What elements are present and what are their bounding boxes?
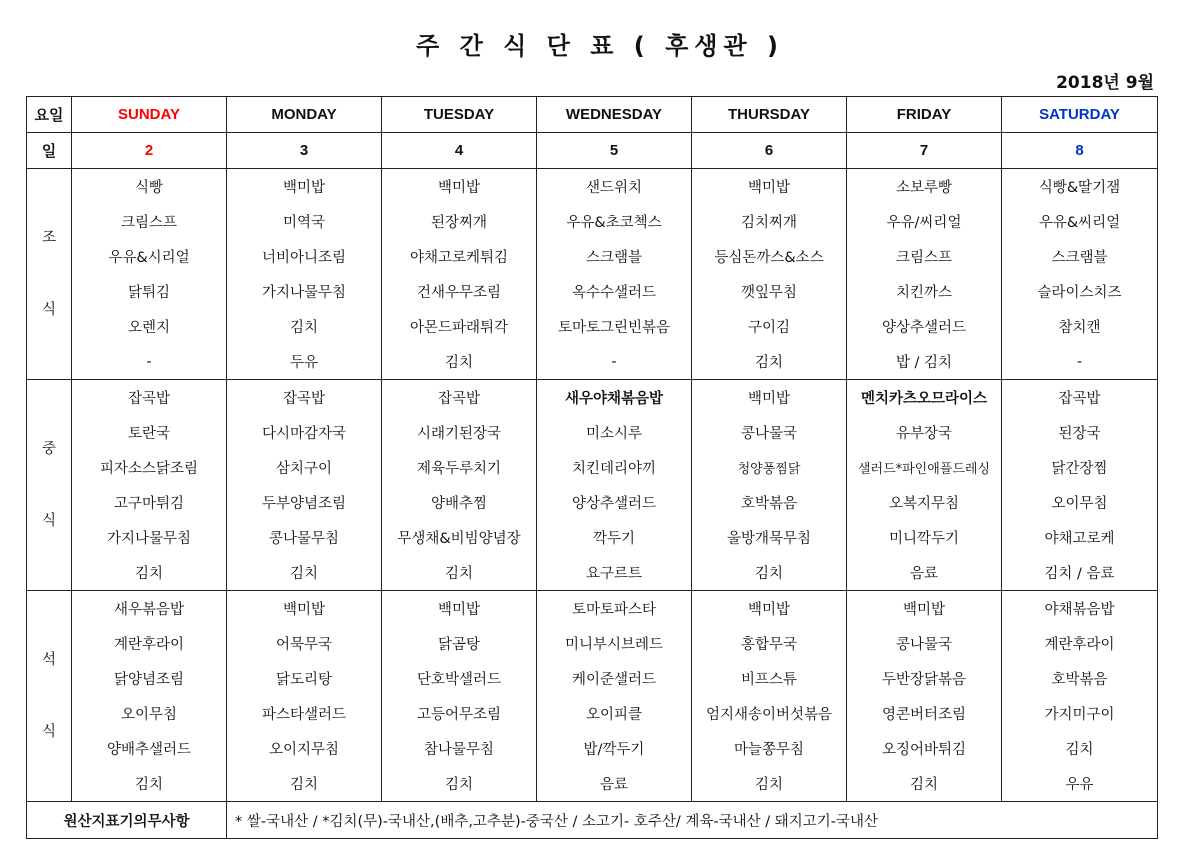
menu-item-breakfast-thursday [692,274,847,309]
origin-notice-text: * 쌀-국내산 / *김치(무)-국내산,(배추,고추분)-중국산 / 소고기- 호주산/ 계육-국내산 / 돼지고기-국내산 [227,802,1158,839]
menu-item-lunch-thursday [692,450,847,485]
menu-item-lunch-friday [847,555,1002,591]
menu-item-text: 등심돈까스&소스 [714,250,824,266]
menu-item-dinner-monday [227,661,382,696]
menu-item-breakfast-thursday [692,344,847,380]
menu-item-text: 가지나물무침 [106,531,192,547]
menu-item-text: 야채고로케 [1044,531,1115,547]
menu-item-text: 옥수수샐러드 [571,285,657,301]
menu-item-breakfast-saturday [1002,204,1158,239]
menu-item-lunch-thursday [692,415,847,450]
menu-item-text: 음료 [599,777,628,793]
menu-item-text: 백미밥 [437,180,481,196]
menu-item-text: 어묵무국 [275,637,333,653]
menu-item-breakfast-wednesday [537,169,692,205]
menu-item-breakfast-wednesday [537,309,692,344]
menu-item-text: 닭도리탕 [275,672,333,688]
menu-item-lunch-wednesday [537,555,692,591]
menu-item-breakfast-tuesday [382,274,537,309]
breakfast-row [27,309,1158,344]
date-row [27,133,1158,169]
menu-item-text: 건새우무조림 [416,285,502,301]
menu-item-text: 잡곡밥 [127,391,171,407]
menu-item-text: 우유&초코첵스 [566,215,662,231]
day-tuesday: TUESDAY [382,97,537,133]
menu-item-lunch-sunday [72,450,227,485]
menu-item-lunch-friday [847,520,1002,555]
menu-item-lunch-friday [847,485,1002,520]
menu-item-breakfast-friday [847,204,1002,239]
date-tuesday: 4 [382,133,537,169]
menu-item-breakfast-thursday [692,169,847,205]
menu-item-lunch-saturday [1002,450,1158,485]
menu-item-dinner-tuesday [382,696,537,731]
menu-item-text: 김치 [134,566,163,582]
menu-item-text: 음료 [909,566,938,582]
menu-item-lunch-tuesday [382,485,537,520]
menu-item-text: 닭양념조림 [113,672,185,688]
menu-item-text: 김치 / 음료 [1044,566,1115,582]
menu-item-dinner-tuesday [382,661,537,696]
menu-item-text: 백미밥 [282,180,326,196]
menu-item-dinner-thursday [692,661,847,696]
menu-item-text: 영콘버터조림 [881,707,967,723]
date-thursday: 6 [692,133,847,169]
menu-item-text: 백미밥 [282,602,326,618]
menu-item-text: 가지나물무침 [261,285,347,301]
menu-item-dinner-sunday [72,626,227,661]
lunch-row [27,415,1158,450]
menu-item-dinner-monday [227,731,382,766]
day-thursday: THURSDAY [692,97,847,133]
menu-item-text: 청양풍찜닭 [737,462,801,477]
menu-item-breakfast-wednesday [537,274,692,309]
menu-item-text: 우유 [1065,777,1094,793]
menu-item-text: 토란국 [127,426,171,442]
menu-item-dinner-friday [847,626,1002,661]
menu-item-dinner-wednesday [537,626,692,661]
menu-item-text: 피자소스닭조림 [99,461,199,477]
menu-item-text: 샌드위치 [585,180,643,196]
menu-item-lunch-monday [227,520,382,555]
date-header-label: 일 [27,133,72,169]
menu-item-lunch-monday [227,415,382,450]
menu-item-text: 김치 [754,566,783,582]
lunch-row [27,380,1158,416]
origin-notice-label: 원산지표기의무사항 [27,802,227,839]
menu-item-lunch-sunday [72,415,227,450]
menu-item-lunch-saturday [1002,520,1158,555]
menu-item-breakfast-monday [227,274,382,309]
menu-item-breakfast-saturday [1002,239,1158,274]
menu-item-text: 오이피클 [585,707,643,723]
menu-item-text: 김치 [289,777,318,793]
menu-item-lunch-monday [227,555,382,591]
menu-item-lunch-friday [847,415,1002,450]
menu-item-lunch-sunday [72,485,227,520]
menu-item-text: 소보루빵 [895,180,953,196]
menu-item-lunch-monday [227,450,382,485]
menu-item-dinner-monday [227,766,382,802]
menu-item-lunch-tuesday [382,450,537,485]
menu-item-text: 미니부시브레드 [564,637,664,653]
menu-item-text: 김치 [444,355,473,371]
menu-item-lunch-friday [847,450,1002,485]
menu-item-text: 백미밥 [437,602,481,618]
menu-item-breakfast-monday [227,169,382,205]
date-sunday: 2 [72,133,227,169]
menu-item-dinner-saturday [1002,696,1158,731]
menu-item-text: 오이무침 [1051,496,1108,512]
menu-item-dinner-thursday [692,731,847,766]
menu-item-lunch-thursday [692,485,847,520]
menu-item-text: 오렌지 [127,320,171,336]
menu-item-breakfast-tuesday [382,309,537,344]
menu-item-dinner-tuesday [382,731,537,766]
menu-item-breakfast-sunday [72,169,227,205]
menu-item-text: 고등어무조림 [416,707,502,723]
menu-item-text: 밥 / 김치 [895,355,953,371]
menu-item-lunch-wednesday [537,380,692,416]
date-monday: 3 [227,133,382,169]
menu-item-text: 양배추찜 [430,496,488,512]
menu-item-lunch-tuesday [382,555,537,591]
menu-item-text: 콩나물국 [740,426,798,442]
menu-item-breakfast-thursday [692,309,847,344]
menu-item-text: 백미밥 [747,180,791,196]
day-monday: MONDAY [227,97,382,133]
weekly-menu-table [26,96,1158,839]
menu-item-dinner-wednesday [537,661,692,696]
menu-item-dinner-friday [847,661,1002,696]
menu-item-dinner-monday [227,696,382,731]
menu-item-dinner-monday [227,626,382,661]
menu-item-lunch-saturday [1002,485,1158,520]
menu-item-text: 콩나물국 [895,637,953,653]
menu-item-breakfast-tuesday [382,239,537,274]
menu-item-text: 마늘쫑무침 [733,742,805,758]
date-saturday: 8 [1002,133,1158,169]
menu-item-text: 계란후라이 [113,637,185,653]
menu-item-dinner-wednesday [537,696,692,731]
menu-item-text: 삼치구이 [275,461,333,477]
lunch-row [27,555,1158,591]
menu-item-text: 케이준샐러드 [571,672,657,688]
menu-item-breakfast-friday [847,344,1002,380]
menu-item-text: 울방개묵무침 [726,531,812,547]
menu-item-breakfast-sunday [72,274,227,309]
menu-item-dinner-monday [227,591,382,627]
menu-item-text: 된장국 [1058,426,1101,442]
menu-item-text: 치킨까스 [895,285,953,301]
menu-item-text: 가지미구이 [1044,707,1115,723]
menu-item-dinner-thursday [692,626,847,661]
menu-item-lunch-tuesday [382,380,537,416]
date-wednesday: 5 [537,133,692,169]
menu-item-dinner-sunday [72,591,227,627]
menu-item-dinner-saturday [1002,626,1158,661]
menu-item-text: 유부장국 [895,426,953,442]
menu-item-text: 잡곡밥 [437,391,481,407]
menu-item-text: 토마토그린빈볶음 [557,320,671,336]
menu-item-lunch-monday [227,485,382,520]
menu-item-text: 다시마감자국 [261,426,347,442]
menu-item-text: 두부양념조림 [261,496,347,512]
menu-item-breakfast-saturday [1002,309,1158,344]
menu-item-breakfast-saturday [1002,274,1158,309]
menu-item-text: - [1076,353,1083,370]
menu-item-text: 백미밥 [747,602,791,618]
menu-item-lunch-sunday [72,380,227,416]
menu-item-breakfast-monday [227,239,382,274]
menu-item-text: 야채고로케튀김 [409,250,509,266]
menu-item-lunch-wednesday [537,450,692,485]
menu-item-text: 새우야채볶음밥 [564,391,664,407]
menu-item-lunch-sunday [72,520,227,555]
page-title: 주 간 식 단 표 ( 후생관 ) [416,32,784,60]
menu-item-dinner-thursday [692,591,847,627]
menu-item-dinner-sunday [72,696,227,731]
menu-item-dinner-thursday [692,766,847,802]
menu-item-text: 파스타샐러드 [261,707,347,723]
lunch-row [27,450,1158,485]
menu-item-text: 두반장닭볶음 [881,672,967,688]
menu-item-breakfast-thursday [692,204,847,239]
day-saturday: SATURDAY [1002,97,1158,133]
menu-item-breakfast-wednesday [537,239,692,274]
menu-item-breakfast-sunday [72,204,227,239]
menu-item-breakfast-tuesday [382,344,537,380]
menu-item-dinner-tuesday [382,591,537,627]
menu-item-breakfast-friday [847,274,1002,309]
menu-item-breakfast-friday [847,169,1002,205]
menu-item-text: 치킨데리야끼 [571,461,657,477]
menu-item-text: 우유&시리얼 [108,250,190,266]
breakfast-row [27,274,1158,309]
menu-item-breakfast-monday [227,344,382,380]
menu-item-lunch-wednesday [537,520,692,555]
menu-item-text: 홍합무국 [740,637,798,653]
menu-item-text: 김치 [134,777,163,793]
menu-item-text: 김치 [754,355,783,371]
menu-item-text: 멘치카츠오므라이스 [860,391,988,407]
menu-item-breakfast-tuesday [382,204,537,239]
menu-item-lunch-sunday [72,555,227,591]
menu-item-text: 시래기된장국 [416,426,502,442]
menu-item-lunch-wednesday [537,415,692,450]
menu-item-dinner-thursday [692,696,847,731]
menu-item-text: 야채볶음밥 [1044,602,1115,618]
menu-item-dinner-wednesday [537,766,692,802]
menu-item-text: 오복지무침 [888,496,960,512]
menu-item-text: 김치 [444,566,473,582]
menu-item-text: 미니깍두기 [888,531,960,547]
breakfast-row [27,169,1158,205]
menu-item-dinner-friday [847,766,1002,802]
menu-item-dinner-saturday [1002,731,1158,766]
dinner-row [27,591,1158,627]
menu-item-lunch-saturday [1002,415,1158,450]
menu-item-text: 오이무침 [120,707,178,723]
dinner-row [27,626,1158,661]
day-sunday: SUNDAY [72,97,227,133]
menu-item-lunch-thursday [692,380,847,416]
dinner-row [27,731,1158,766]
menu-item-text: 양배추샐러드 [106,742,192,758]
menu-item-text: 김치 [444,777,473,793]
menu-item-text: 김치 [909,777,938,793]
menu-item-text: 닭간장찜 [1051,461,1108,477]
menu-item-text: - [146,353,152,370]
menu-item-text: 호박볶음 [1051,672,1108,688]
menu-item-text: 슬라이스치즈 [1037,285,1122,301]
menu-item-breakfast-saturday [1002,169,1158,205]
menu-item-breakfast-sunday [72,309,227,344]
menu-item-lunch-tuesday [382,415,537,450]
menu-item-breakfast-thursday [692,239,847,274]
menu-item-breakfast-friday [847,309,1002,344]
lunch-label: 중 식 [27,380,72,591]
menu-item-dinner-tuesday [382,626,537,661]
menu-item-text: 참나물무침 [423,742,495,758]
menu-item-text: 닭튀김 [127,285,171,301]
menu-item-lunch-saturday [1002,380,1158,416]
menu-item-text: 김치 [289,566,318,582]
menu-item-breakfast-wednesday [537,204,692,239]
menu-item-text: 백미밥 [902,602,946,618]
menu-item-breakfast-wednesday [537,344,692,380]
menu-item-text: 엄지새송이버섯볶음 [705,707,833,723]
menu-item-dinner-sunday [72,731,227,766]
menu-item-text: 양상추샐러드 [881,320,967,336]
menu-item-dinner-friday [847,696,1002,731]
weekday-header-row [27,97,1158,133]
menu-item-text: 우유&씨리얼 [1038,215,1121,231]
menu-item-dinner-saturday [1002,661,1158,696]
menu-item-dinner-friday [847,731,1002,766]
menu-item-text: 크림스프 [120,215,178,231]
menu-item-breakfast-sunday [72,239,227,274]
menu-item-text: 식빵&딸기잼 [1038,180,1121,196]
menu-item-breakfast-monday [227,309,382,344]
menu-item-text: 토마토파스타 [571,602,657,618]
day-wednesday: WEDNESDAY [537,97,692,133]
menu-item-text: 백미밥 [747,391,791,407]
menu-item-text: - [611,353,617,370]
lunch-row [27,485,1158,520]
menu-item-text: 단호박샐러드 [416,672,502,688]
weekday-header-label: 요일 [27,97,72,133]
menu-item-dinner-saturday [1002,766,1158,802]
menu-item-text: 구이김 [747,320,791,336]
breakfast-row [27,344,1158,380]
menu-item-text: 스크램블 [585,250,643,266]
menu-item-text: 김치 [1065,742,1094,758]
menu-item-text: 잡곡밥 [282,391,326,407]
menu-item-text: 닭곰탕 [437,637,481,653]
dinner-row [27,661,1158,696]
menu-item-text: 비프스튜 [740,672,798,688]
lunch-row [27,520,1158,555]
menu-item-text: 된장찌개 [430,215,488,231]
menu-item-text: 계란후라이 [1044,637,1115,653]
menu-item-text: 오이지무침 [268,742,340,758]
menu-item-dinner-saturday [1002,591,1158,627]
menu-item-dinner-sunday [72,766,227,802]
menu-item-text: 양상추샐러드 [571,496,657,512]
day-friday: FRIDAY [847,97,1002,133]
dinner-label: 석 식 [27,591,72,802]
menu-item-lunch-tuesday [382,520,537,555]
menu-item-text: 참치캔 [1058,320,1101,336]
menu-item-text: 오징어바튀김 [881,742,967,758]
menu-item-text: 밥/깍두기 [583,742,645,758]
menu-item-breakfast-saturday [1002,344,1158,380]
menu-item-text: 아몬드파래튀각 [409,320,509,336]
menu-date: 2018년 9월 [1056,73,1154,93]
date-friday: 7 [847,133,1002,169]
menu-item-lunch-thursday [692,520,847,555]
menu-item-text: 콩나물무침 [268,531,340,547]
menu-item-dinner-wednesday [537,731,692,766]
dinner-row [27,766,1158,802]
menu-item-breakfast-sunday [72,344,227,380]
menu-item-dinner-sunday [72,661,227,696]
menu-item-text: 잡곡밥 [1058,391,1101,407]
menu-item-text: 우유/씨리얼 [886,215,962,231]
menu-item-lunch-wednesday [537,485,692,520]
menu-item-text: 새우볶음밥 [113,602,185,618]
menu-item-text: 샐러드*파인애플드레싱 [857,462,991,477]
breakfast-row [27,239,1158,274]
menu-item-text: 김치찌개 [740,215,798,231]
menu-item-text: 고구마튀김 [113,496,185,512]
menu-item-text: 제육두루치기 [416,461,502,477]
menu-item-breakfast-monday [227,204,382,239]
menu-item-text: 스크램블 [1051,250,1108,266]
menu-item-breakfast-tuesday [382,169,537,205]
origin-notice-row [27,802,1158,839]
menu-item-text: 크림스프 [895,250,953,266]
dinner-row [27,696,1158,731]
breakfast-row [27,204,1158,239]
menu-item-text: 김치 [754,777,783,793]
menu-item-text: 미역국 [282,215,326,231]
menu-item-text: 두유 [289,355,318,371]
menu-item-lunch-saturday [1002,555,1158,591]
menu-item-text: 깻잎무침 [740,285,798,301]
menu-item-breakfast-friday [847,239,1002,274]
menu-item-dinner-friday [847,591,1002,627]
breakfast-label: 조 식 [27,169,72,380]
menu-item-text: 깍두기 [592,531,636,547]
menu-item-text: 미소시루 [585,426,643,442]
menu-item-lunch-thursday [692,555,847,591]
menu-item-dinner-wednesday [537,591,692,627]
menu-item-text: 무생채&비빔양념장 [397,531,521,547]
menu-item-lunch-monday [227,380,382,416]
menu-item-text: 호박볶음 [740,496,798,512]
menu-item-text: 요구르트 [585,566,643,582]
menu-item-text: 너비아니조림 [261,250,347,266]
menu-item-dinner-tuesday [382,766,537,802]
menu-item-lunch-friday [847,380,1002,416]
menu-item-text: 식빵 [134,180,163,196]
menu-item-text: 김치 [289,320,318,336]
